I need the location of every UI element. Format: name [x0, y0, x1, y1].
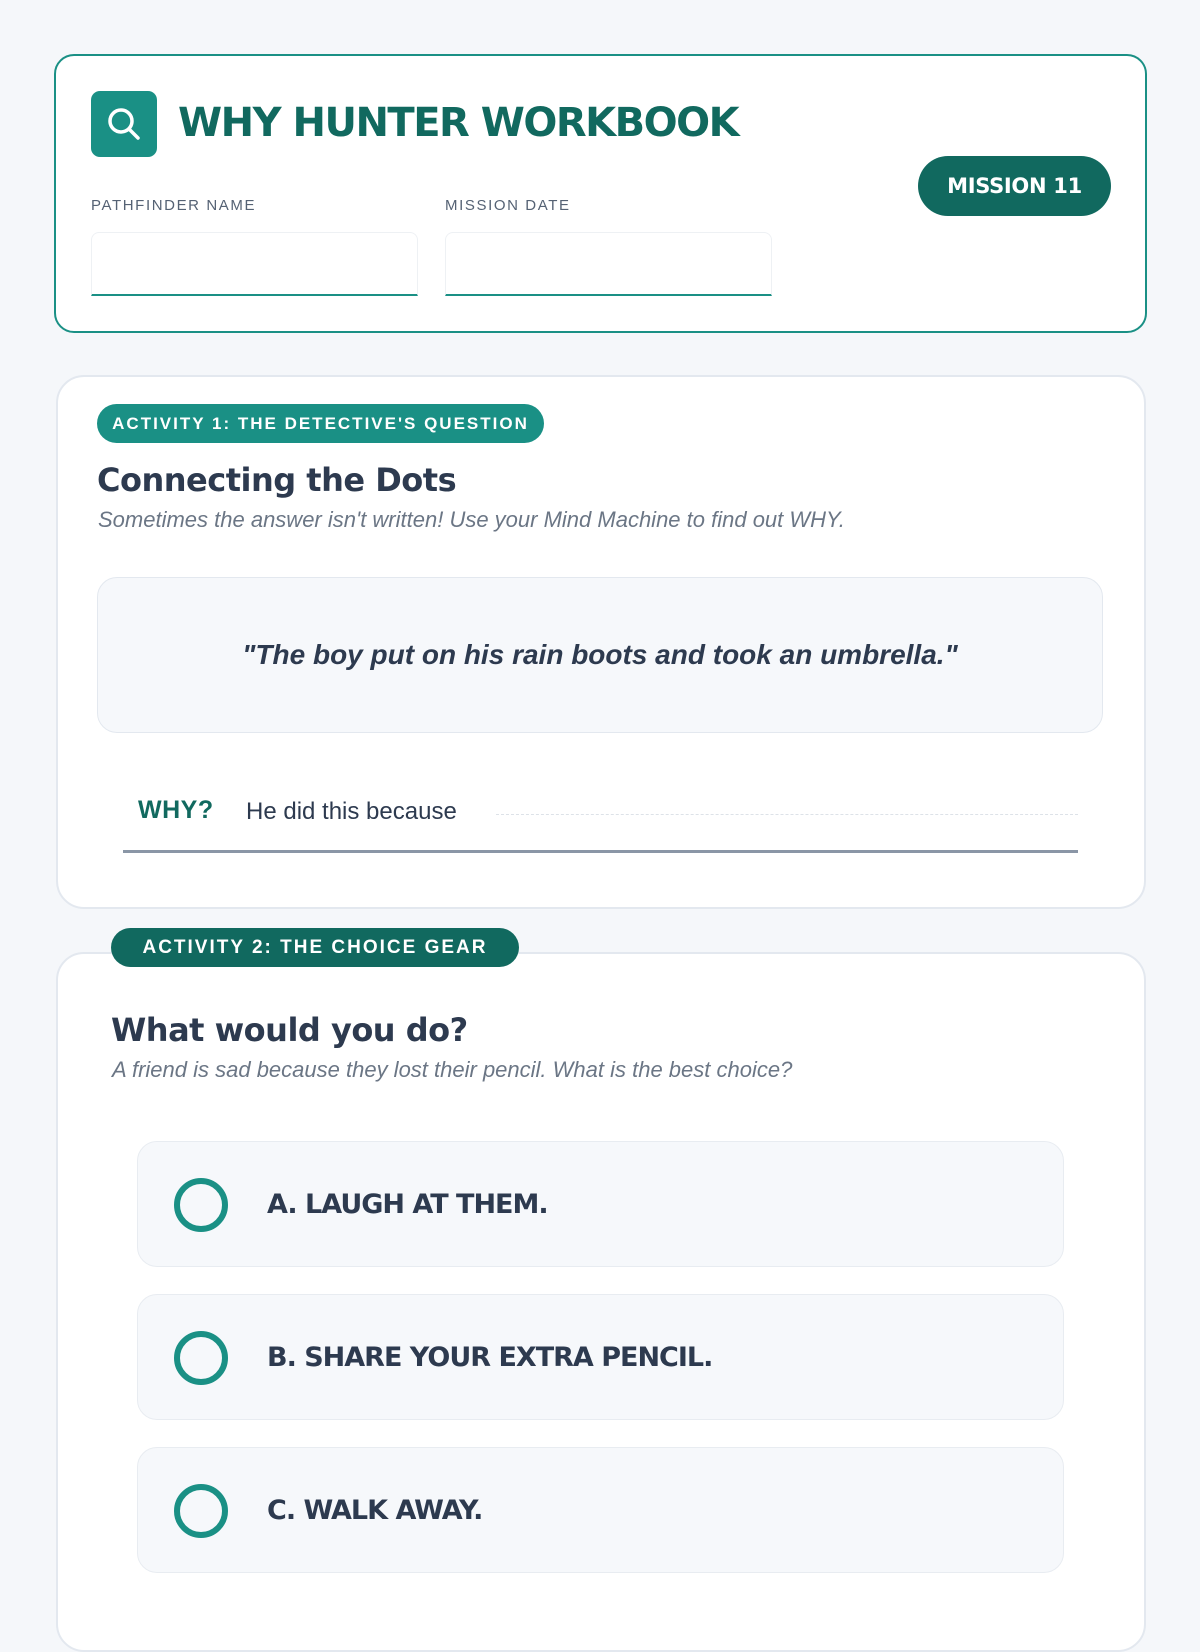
why-answer-input[interactable]	[496, 814, 1078, 815]
quote-text: "The boy put on his rain boots and took an umbrella."	[242, 639, 958, 670]
activity-1-title: Connecting the Dots	[97, 461, 457, 499]
mission-date-input[interactable]	[445, 232, 772, 296]
radio-circle-icon[interactable]	[174, 1484, 228, 1538]
pathfinder-name-label: PATHFINDER NAME	[91, 197, 257, 214]
workbook-header-card	[54, 54, 1147, 333]
why-answer-underline	[123, 850, 1078, 853]
activity-1-subtitle: Sometimes the answer isn't written! Use your Mind Machine to find out WHY.	[98, 507, 845, 532]
radio-circle-icon[interactable]	[174, 1178, 228, 1232]
choice-option-a[interactable]	[137, 1141, 1064, 1267]
choice-label: C. WALK AWAY.	[267, 1495, 483, 1526]
pathfinder-name-input[interactable]	[91, 232, 418, 296]
quote-box	[97, 577, 1103, 733]
activity-2-title: What would you do?	[111, 1011, 468, 1049]
choice-option-c[interactable]	[137, 1447, 1064, 1573]
app-title: WHY HUNTER WORKBOOK	[178, 100, 739, 146]
activity-2-pill: ACTIVITY 2: THE CHOICE GEAR	[111, 928, 519, 967]
choice-option-b[interactable]	[137, 1294, 1064, 1420]
choice-label: B. SHARE YOUR EXTRA PENCIL.	[267, 1342, 713, 1373]
search-icon	[104, 104, 144, 144]
activity-1-pill: ACTIVITY 1: THE DETECTIVE'S QUESTION	[97, 404, 544, 443]
choice-label: A. LAUGH AT THEM.	[267, 1189, 548, 1220]
why-prompt: He did this because	[246, 798, 457, 825]
why-label: WHY?	[138, 796, 214, 824]
mission-date-label: MISSION DATE	[445, 197, 571, 214]
radio-circle-icon[interactable]	[174, 1331, 228, 1385]
activity-2-subtitle: A friend is sad because they lost their pencil. What is the best choice?	[112, 1057, 793, 1082]
mission-badge: MISSION 11	[918, 156, 1111, 216]
logo-badge	[91, 91, 157, 157]
